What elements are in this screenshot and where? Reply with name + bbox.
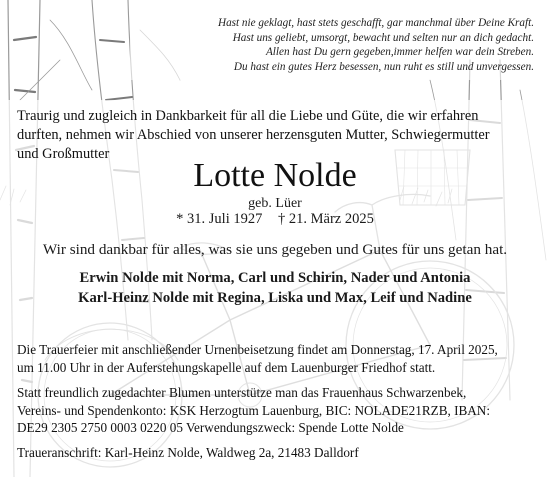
- poem-line: Hast nie geklagt, hast stets geschafft, gar manchmal über Deine Kraft.: [217, 17, 534, 29]
- poem-line: Hast uns geliebt, umsorgt, bewacht und selten nur an dich gedacht.: [232, 31, 534, 44]
- deceased-name: Lotte Nolde: [193, 157, 357, 194]
- thanks-line: Wir sind dankbar für alles, was sie uns gegeben und Gutes für uns getan hat.: [42, 241, 508, 258]
- donation-line: Vereins- und Spendenkonto: KSK Herzogtum Lauenburg, BIC: NOLADE21RZB, IBAN:: [17, 402, 490, 418]
- life-dates: [0, 209, 550, 229]
- mourning-address: Traueranschrift: Karl-Heinz Nolde, Waldweg 2a, 21483 Dalldorf: [17, 445, 359, 460]
- poem-line: Allen hast Du gern gegeben,immer helfen war dein Streben.: [265, 46, 534, 59]
- funeral-info: [17, 341, 542, 376]
- poem: [134, 16, 534, 74]
- family-line: Erwin Nolde mit Norma, Carl und Schirin, Nader und Antonia: [79, 270, 471, 286]
- donation-info: [17, 384, 542, 437]
- donation-line: DE29 2305 2750 0003 0220 05 Verwendungszweck: Spende Lotte Nolde: [17, 420, 404, 435]
- intro-line: durften, nehmen wir Abschied von unserer herzensguten Mutter, Schwiegermutter: [17, 127, 490, 143]
- family-list: [0, 268, 550, 308]
- poem-line: Du hast ein gutes Herz besessen, nun ruht es still und unvergessen.: [233, 60, 534, 73]
- intro-line: Traurig und zugleich in Dankbarkeit für all die Liebe und Güte, die wir erfahren: [17, 108, 479, 124]
- donation-line: Statt freundlich zugedachter Blumen unterstütze man das Frauenhaus Schwarzenbek,: [17, 385, 467, 400]
- birth-date: * 31. Juli 1927: [176, 211, 263, 227]
- funeral-line: um 11.00 Uhr in der Auferstehungskapelle auf dem Lauenburger Friedhof statt.: [17, 359, 436, 375]
- intro-line: und Großmutter: [17, 146, 110, 162]
- funeral-line: Die Trauerfeier mit anschließender Urnenbeisetzung findet am Donnerstag, 17. April 2025,: [17, 342, 498, 357]
- family-line: Karl-Heinz Nolde mit Regina, Liska und Max, Leif und Nadine: [78, 290, 472, 306]
- death-date: † 21. März 2025: [277, 211, 374, 227]
- birth-name: geb. Lüer: [248, 196, 302, 211]
